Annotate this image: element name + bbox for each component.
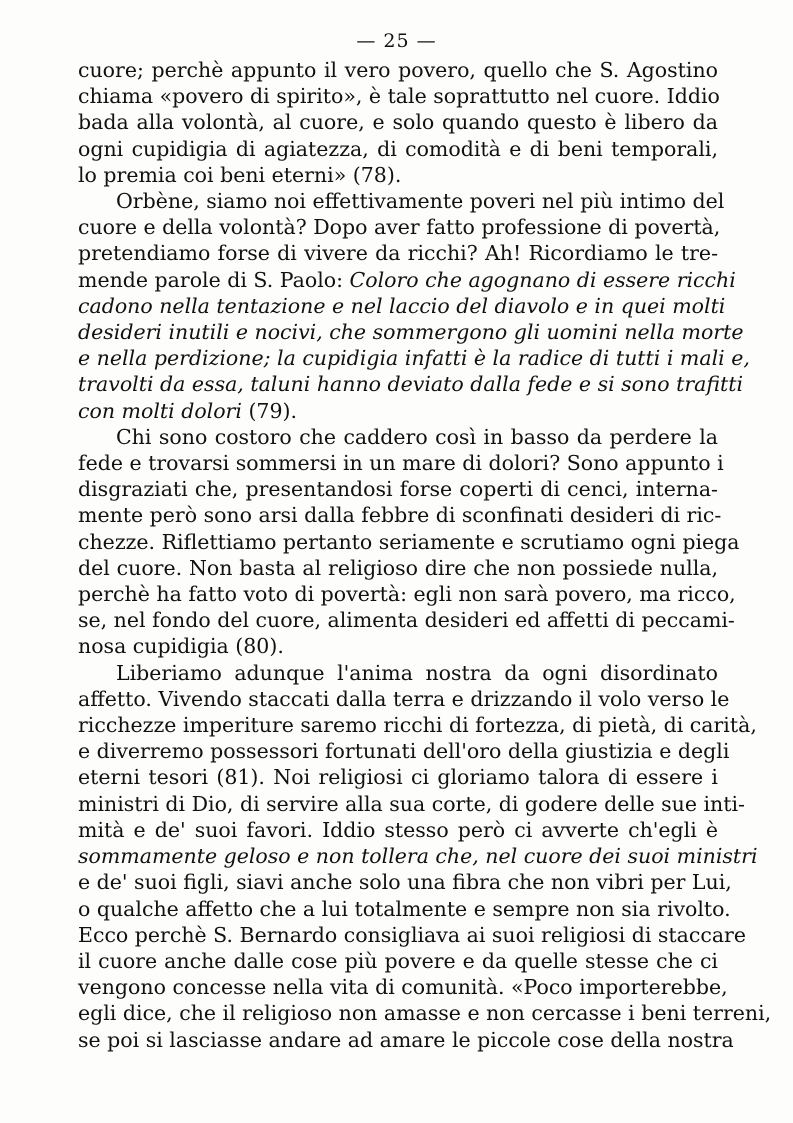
text-segment: Liberiamo adunque l'anima nostra da ogni disordinato — [116, 660, 718, 685]
text-segment: Orbène, siamo noi effettivamente poveri nel più intimo del — [116, 189, 725, 214]
text-segment: cuore e della volontà? Dopo aver fatto professione di povertà, — [78, 215, 721, 240]
paragraph — [78, 188, 750, 424]
text-line — [78, 1027, 734, 1053]
paragraph — [78, 57, 718, 188]
text-segment: ministri di Dio, di servire alla sua corte, di godere delle sue inti- — [78, 791, 745, 816]
text-segment: nosa cupidigia (80). — [78, 634, 284, 659]
text-line — [78, 686, 730, 712]
text-line — [78, 791, 745, 817]
text-line — [78, 214, 721, 240]
text-line — [78, 843, 758, 869]
text-segment: bada alla volontà, al cuore, e solo quando questo è libero da — [78, 110, 718, 135]
text-segment: Ecco perchè S. Bernardo consigliava ai suoi religiosi di staccare — [78, 922, 746, 947]
text-segment: (79). — [241, 398, 298, 423]
text-segment: affetto. Vivendo staccati dalla terra e drizzando il volo verso le — [78, 686, 730, 711]
italic-text: cadono nella tentazione e nel laccio del diavolo e in quei molti — [78, 293, 726, 318]
text-line — [78, 240, 718, 266]
text-line — [78, 83, 718, 109]
text-segment: chiama «povero di spirito», è tale soprattutto nel cuore. Iddio — [78, 84, 720, 109]
text-line — [78, 1000, 772, 1026]
italic-text: desideri inutili e nocivi, che sommergono gli uomini nella morte — [78, 320, 744, 345]
text-line — [78, 948, 718, 974]
text-line — [78, 896, 731, 922]
text-segment: disgraziati che, presentandosi forse coperti di cenci, interna- — [78, 477, 718, 502]
text-line — [78, 319, 744, 345]
text-line — [78, 398, 718, 424]
text-segment: se poi si lasciasse andare ad amare le piccole cose della nostra — [78, 1027, 734, 1052]
text-segment: Chi sono costoro che caddero così in basso da perdere la — [116, 424, 718, 449]
text-line — [78, 345, 750, 371]
text-line — [78, 817, 718, 843]
body-text — [78, 57, 772, 1053]
italic-text: e nella perdizione; la cupidigia infatti è la radice di tutti i mali e, — [78, 346, 750, 371]
text-segment: egli dice, che il religioso non amasse e non cercasse i beni terreni, — [78, 1001, 772, 1026]
text-line — [78, 188, 725, 214]
text-segment: pretendiamo forse di vivere da ricchi? Ah! Ricordiamo le tre- — [78, 241, 718, 266]
paragraph — [78, 660, 772, 1053]
text-segment: ricchezze imperiture saremo ricchi di fortezza, di pietà, di carità, — [78, 713, 757, 738]
text-segment: chezze. Riflettiamo pertanto seriamente e scrutiamo ogni piega — [78, 529, 740, 554]
text-line — [78, 267, 736, 293]
text-line — [78, 293, 726, 319]
text-segment: cuore; perchè appunto il vero povero, quello che S. Agostino — [78, 58, 718, 82]
page-number: — 25 — — [356, 30, 437, 52]
text-line — [78, 502, 722, 528]
text-segment: mende parole di S. Paolo: — [78, 267, 350, 292]
text-line — [78, 712, 757, 738]
text-line — [78, 607, 735, 633]
text-segment: e de' suoi figli, siavi anche solo una fibra che non vibri per Lui, — [78, 870, 732, 895]
text-line — [78, 162, 718, 188]
italic-text: nel cuore dei suoi ministri — [485, 844, 758, 869]
text-segment: fede e trovarsi sommersi in un mare di dolori? Sono appunto i — [78, 451, 724, 476]
italic-text: con molti dolori — [78, 398, 242, 423]
text-line — [78, 109, 718, 135]
text-line — [78, 136, 718, 162]
text-line — [78, 424, 718, 450]
italic-text: sommamente geloso e non tollera che, — [78, 844, 486, 869]
italic-text: Coloro che agognano di essere ricchi — [349, 267, 736, 292]
text-segment: mità e de' suoi favori. Iddio stesso però ci avverte ch'egli è — [78, 817, 718, 842]
text-line — [78, 974, 728, 1000]
text-segment: eterni tesori (81). Noi religiosi ci gloriamo talora di essere i — [78, 765, 718, 790]
text-line — [78, 57, 718, 83]
text-segment: o qualche affetto che a lui totalmente e sempre non sia rivolto. — [78, 896, 731, 921]
italic-text: travolti da essa, taluni hanno deviato dalla fede e si sono trafitti — [78, 372, 744, 397]
text-segment: vengono concesse nella vita di comunità. «Poco importerebbe, — [78, 975, 728, 1000]
text-segment: mente però sono arsi dalla febbre di sconfinati desideri di ric- — [78, 503, 722, 528]
text-line — [78, 633, 718, 659]
text-segment: ogni cupidigia di agiatezza, di comodità e di beni temporali, — [78, 136, 718, 161]
text-segment: se, nel fondo del cuore, alimenta desideri ed affetti di peccami- — [78, 608, 735, 633]
text-line — [78, 555, 718, 581]
text-segment: lo premia coi beni eterni» (78). — [78, 162, 402, 187]
text-line — [78, 869, 732, 895]
text-line — [78, 738, 730, 764]
text-line — [78, 922, 746, 948]
text-segment: e diverremo possessori fortunati dell'oro della giustizia e degli — [78, 739, 730, 764]
text-segment: il cuore anche dalle cose più povere e da quelle stesse che ci — [78, 948, 718, 973]
text-line — [78, 371, 744, 397]
text-segment: del cuore. Non basta al religioso dire che non possiede nulla, — [78, 555, 718, 580]
text-line — [78, 764, 718, 790]
text-line — [78, 529, 740, 555]
text-line — [78, 581, 736, 607]
text-line — [78, 660, 718, 686]
text-segment: perchè ha fatto voto di povertà: egli non sarà povero, ma ricco, — [78, 582, 736, 607]
paragraph — [78, 424, 740, 660]
text-line — [78, 450, 724, 476]
text-line — [78, 476, 718, 502]
